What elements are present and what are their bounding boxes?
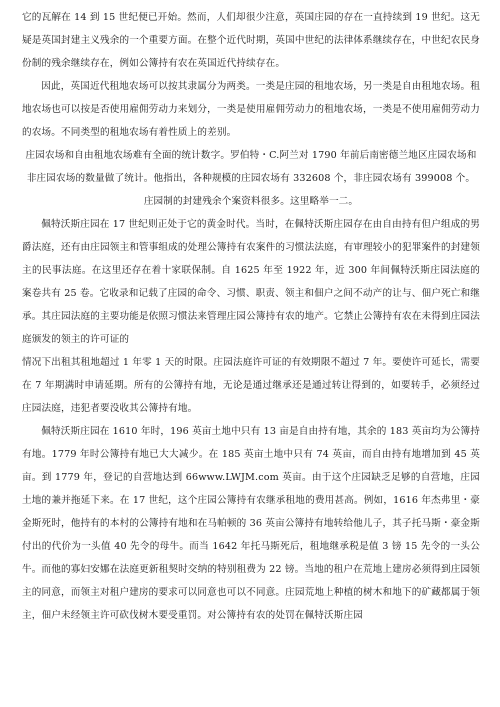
paragraph-1: 它的瓦解在 14 到 15 世纪便已开始。然而，人们却很少注意，英国庄园的存在一直持续到 19 世纪。这无疑是英国封建主义残余的一个重要方面。在整个近代时期，英国中世纪的法律体系继续存在，中世纪农民身份制的残余继续存在，例如公簿持有农在英国近代持续存在。 (22, 12, 480, 69)
paragraph-7: 佩特沃斯庄园在 1610 年时，196 英亩土地中只有 13 亩是自由持有地，其余的 183 英亩均为公簿持有地。1779 年时公簿持有地已大大减少。在 185 英亩土地中只有 74 英亩，而自由持有地增加到 45 英亩。到 1779 年，登记的自营地达到 66www.LWJM.com 英亩。由于这个庄园缺乏足够的自营地，庄园土地的兼并拖延下来。在 17 世纪，这个庄园公簿持有农继承租地的费用甚高。例如，1616 年杰弗里・豪金斯死时，他持有的本村的公簿持有地和在马帕顿的 36 英亩公簿持有地转给他儿子，其子托马斯・豪金斯付出的代价为一头值 40 先令的母牛。而当 1642 年托马斯死后，租地继承税是值 3 镑 15 先令的一头公牛。而他的寡妇安娜在法庭更新租契时交纳的特别租费为 22 镑。当地的租户在荒地上建房必须得到庄园领主的同意，而领主对租户建房的要求可以同意也可以不同意。庄园荒地上种植的树木和地下的矿藏都属于领主，佃户未经领主许可砍伐树木要受重罚。对公簿持有农的处罚在佩特沃斯庄园 (22, 426, 480, 621)
paragraph-4: 庄园制的封建残余个案资料很多。这里略举一二。 (143, 196, 359, 207)
paragraph-5: 佩特沃斯庄园在 17 世纪则正处于它的黄金时代。当时，在佩特沃斯庄园存在由自由持有但户组成的男爵法庭，还有由庄园领主和管事组成的处理公簿持有农案件的习惯法法庭，有审理较小的犯罪案件的封建领主的民事法庭。在这里还存在着十家联保制。自 1625 年至 1922 年，近 300 年间佩特沃斯庄园法庭的案卷共有 25 卷。它收录和记载了庄园的命令、习惯、职责、领主和佃户之间不动产的让与、佃户死亡和继承。其庄园法庭的主要功能是依照习惯法来管理庄园公簿持有农的地产。它禁止公簿持有农在未得到庄园法庭颁发的领主的许可证的 (22, 219, 480, 345)
paragraph-6: 情况下出租其租地超过 1 年零 1 天的时限。庄园法庭许可证的有效期限不超过 7 年。要使许可延长，需要在 7 年期满时申请延期。所有的公簿持有地，无论是通过继承还是通过转让得到的，如要转手，必须经过庄园法庭，违犯者要没收其公簿持有地。 (22, 357, 480, 414)
paragraph-3: 庄园农场和自由租地农场难有全面的统计数字。罗伯特・C.阿兰对 1790 年前后南密德兰地区庄园农场和非庄园农场的数量做了统计。他指出，各种规模的庄园农场有 332608 个，非庄园农场有 399008 个。 (25, 150, 477, 184)
paragraph-2: 因此，英国近代租地农场可以按其隶属分为两类。一类是庄园的租地农场，另一类是自由租地农场。租地农场也可以按是否使用雇佣劳动力来划分，一类是使用雇佣劳动力的租地农场，一类是不使用雇佣劳动力的农场。不同类型的租地农场有着性质上的差别。 (22, 81, 480, 138)
